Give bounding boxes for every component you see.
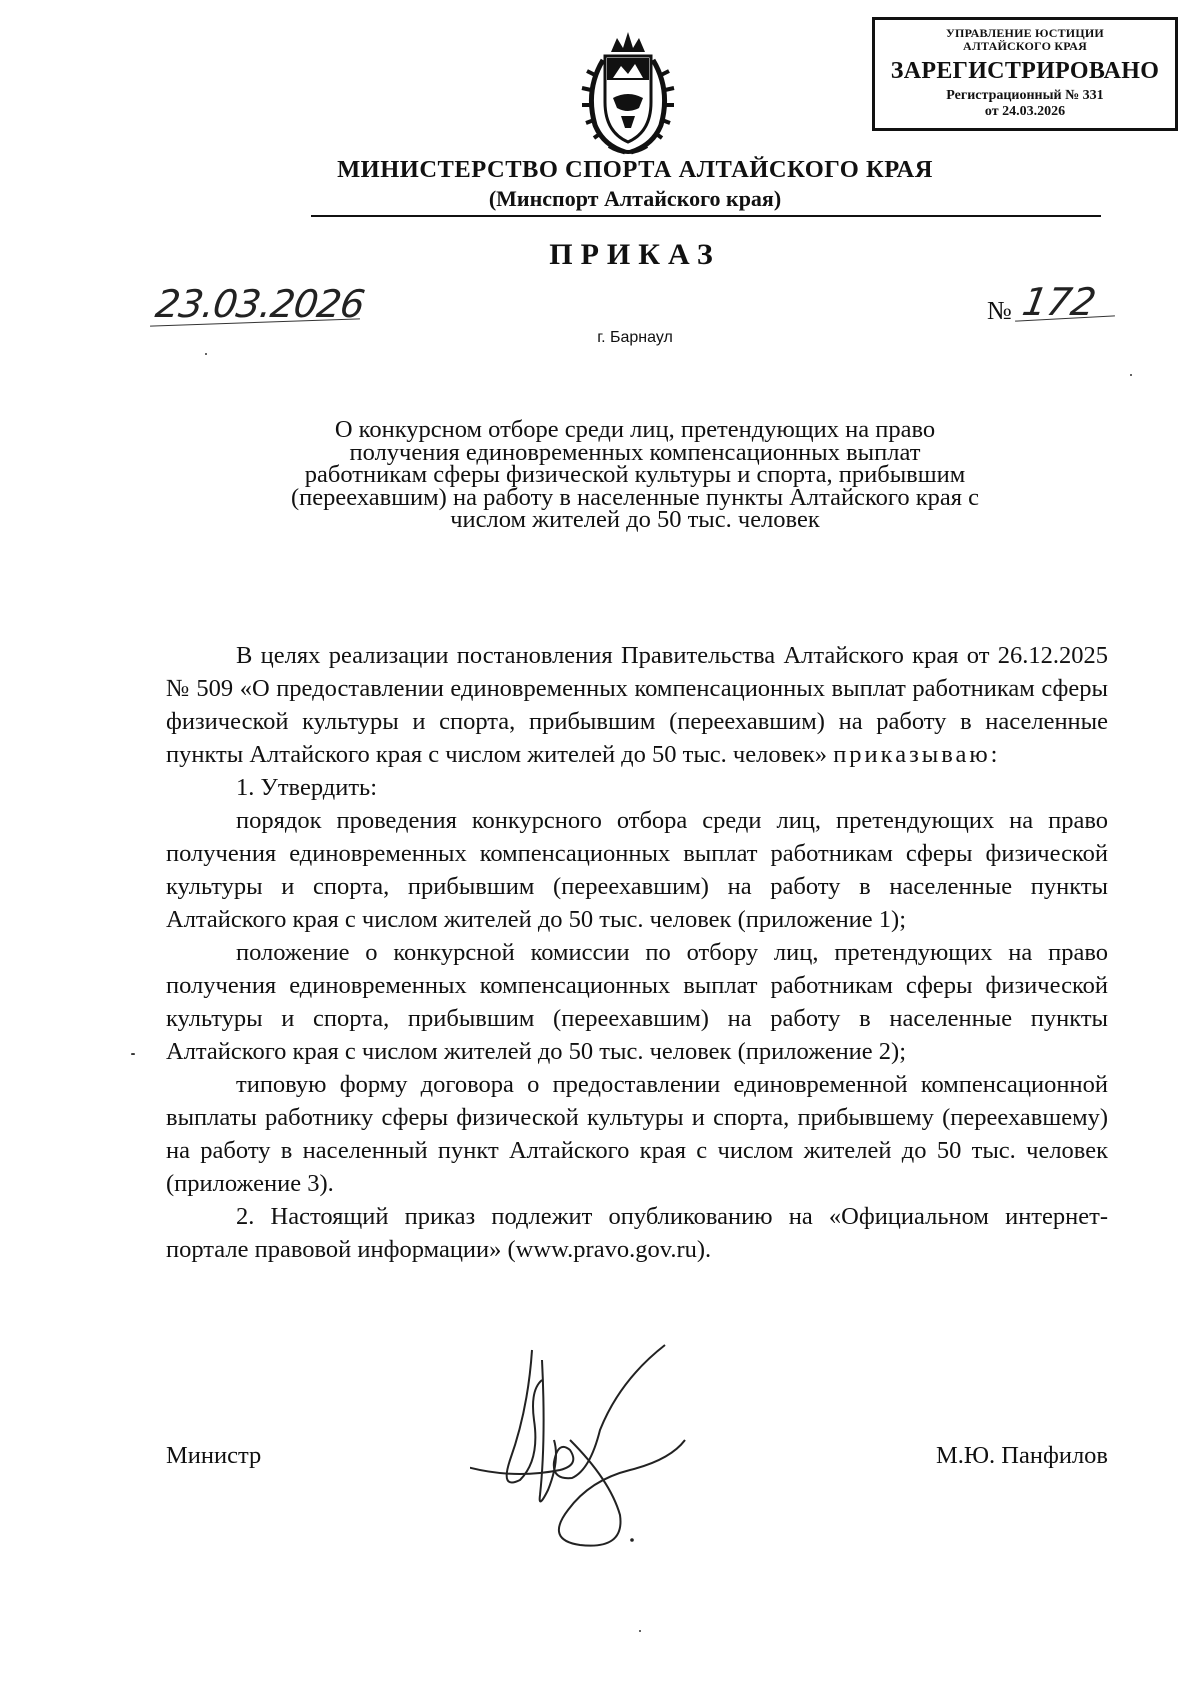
stamp-reg-number: Регистрационный № 331 bbox=[946, 88, 1104, 103]
registration-stamp bbox=[872, 17, 1178, 131]
order-subject: О конкурсном отборе среди лиц, претендующих на право получения единовременных компенсационных выплат работникам сферы физической культуры и спорта, прибывшим (переехавшим) на работу в населенные пункты Алтайского края с числом жителей до 50 тыс. человек bbox=[291, 416, 979, 533]
signatory-name: М.Ю. Панфилов bbox=[935, 1442, 1108, 1469]
stamp-reg-date: от 24.03.2026 bbox=[984, 104, 1066, 119]
scan-speck bbox=[205, 353, 207, 355]
coat-of-arms-icon bbox=[573, 20, 683, 160]
order-number: 172 bbox=[1019, 280, 1100, 324]
header-divider bbox=[311, 215, 1101, 217]
stamp-status: ЗАРЕГИСТРИРОВАНО bbox=[890, 58, 1160, 84]
signatory-role: Министр bbox=[166, 1442, 262, 1469]
preamble-paragraph bbox=[166, 639, 1108, 771]
order-number-prefix: № bbox=[987, 296, 1012, 325]
city: г. Барнаул bbox=[597, 329, 673, 346]
item-1-contract-form: типовую форму договора о предоставлении единовременной компенсационной выплаты работнику сферы физической культуры и спорта, прибывшему (переехавшему) на работу в населенный пункт Алтайского края с числом жителей до 50 тыс. человек (приложение 3). bbox=[166, 1071, 1108, 1197]
order-date: 23.03.2026 bbox=[152, 282, 367, 326]
scan-speck bbox=[131, 1053, 135, 1055]
item-2-publication: 2. Настоящий приказ подлежит опубликованию на «Официальном интернет-портале правовой информации» (www.pravo.gov.ru). bbox=[166, 1203, 1108, 1263]
ministry-name: МИНИСТЕРСТВО СПОРТА АЛТАЙСКОГО КРАЯ bbox=[337, 156, 933, 183]
preamble-verb: приказываю: bbox=[833, 741, 1001, 768]
item-1-commission-regulation: положение о конкурсной комиссии по отбору лиц, претендующих на право получения единовременных компенсационных выплат работникам сферы физической культуры и спорта, прибывшим (переехавшим) на работу в населенные пункты Алтайского края с числом жителей до 50 тыс. человек (приложение 2); bbox=[166, 939, 1108, 1065]
stamp-organization: УПРАВЛЕНИЕ ЮСТИЦИИ АЛТАЙСКОГО КРАЯ bbox=[946, 26, 1104, 53]
preamble-text: В целях реализации постановления Правительства Алтайского края от 26.12.2025 № 509 «О предоставлении единовременных компенсационных выплат работникам сферы физической культуры и спорта, прибывшим (переехавшим) на работу в населенные пункты Алтайского края с числом жителей до 50 тыс. человек» bbox=[166, 642, 1108, 768]
document-type: ПРИКАЗ bbox=[549, 238, 721, 271]
handwritten-signature bbox=[470, 1320, 750, 1565]
order-body bbox=[166, 639, 1108, 1266]
scan-speck bbox=[1130, 374, 1132, 376]
ministry-short-name: (Минспорт Алтайского края) bbox=[488, 186, 782, 211]
item-1-heading: 1. Утвердить: bbox=[236, 774, 378, 801]
scan-speck bbox=[639, 1630, 641, 1632]
item-1-procedure: порядок проведения конкурсного отбора среди лиц, претендующих на право получения единовременных компенсационных выплат работникам сферы физической культуры и спорта, прибывшим (переехавшим) на работу в населенные пункты Алтайского края с числом жителей до 50 тыс. человек (приложение 1); bbox=[166, 807, 1108, 933]
